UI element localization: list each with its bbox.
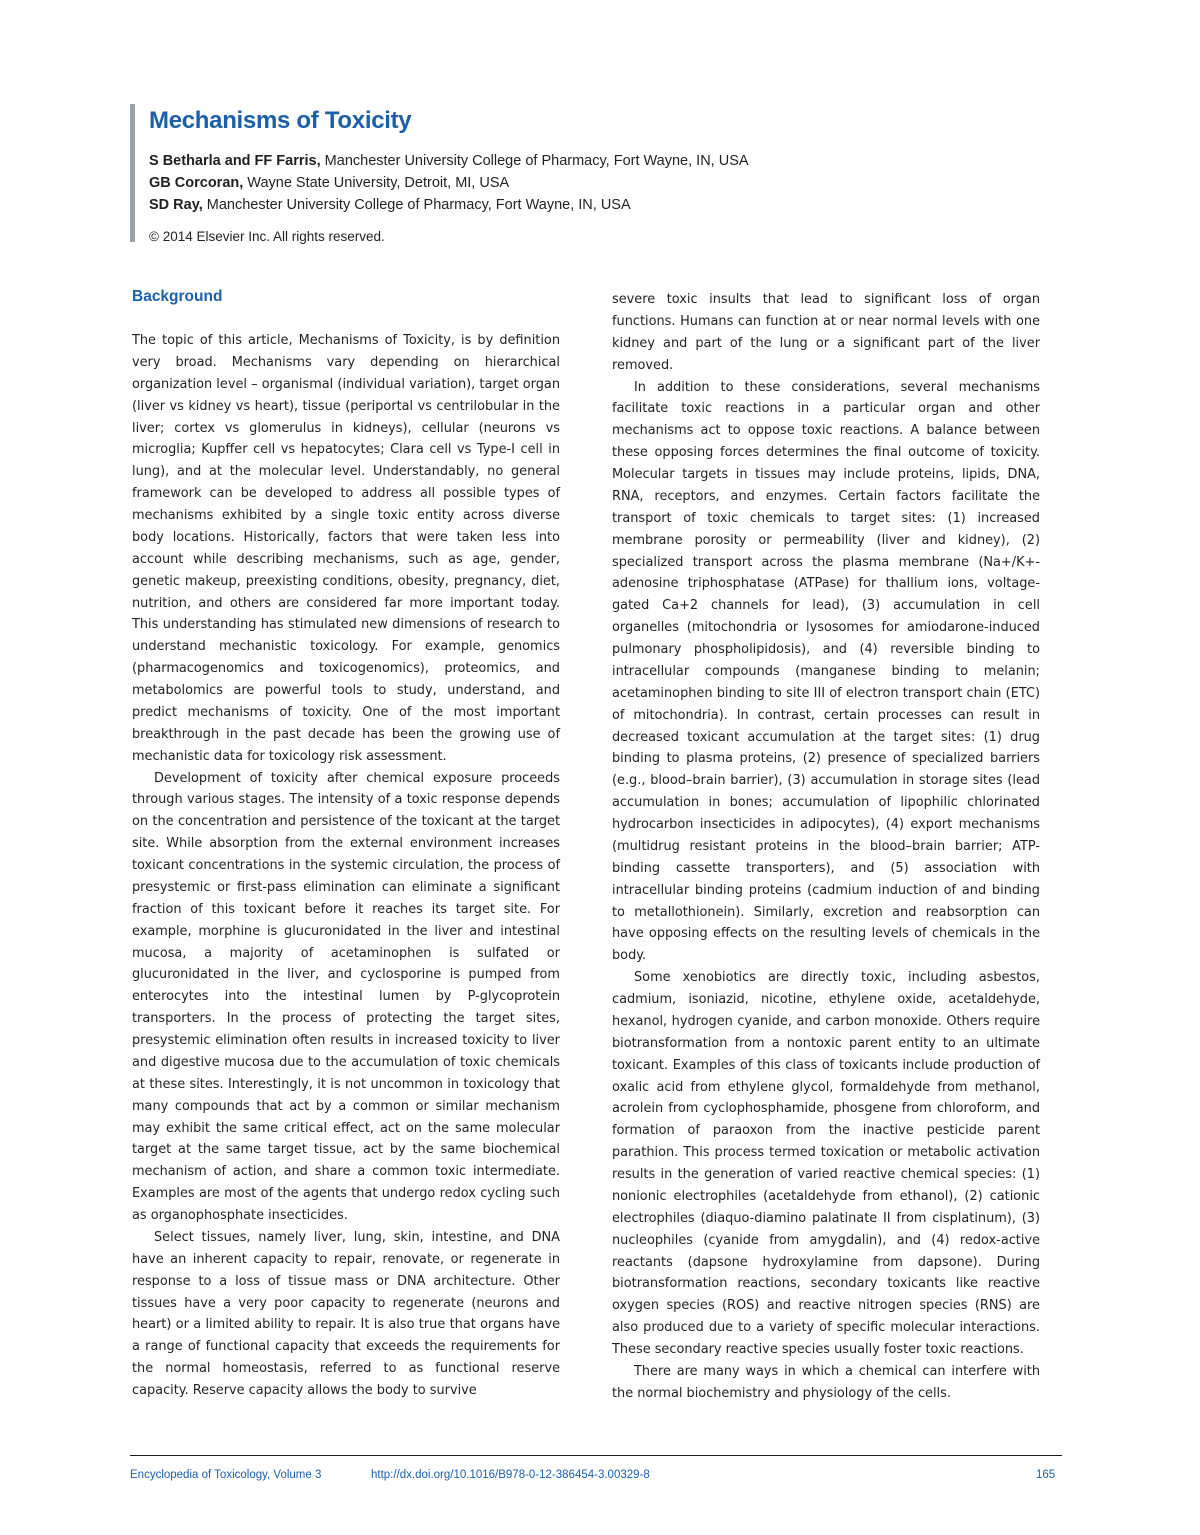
article-title: Mechanisms of Toxicity bbox=[149, 107, 412, 134]
footer-page-number: 165 bbox=[1036, 1469, 1056, 1481]
left-column bbox=[132, 287, 560, 1402]
header-accent-bar bbox=[130, 104, 135, 242]
body-paragraph: The topic of this article, Mechanisms of Toxicity, is by definition very broad. Mechanisms vary depending on hierarchical organization level – organismal (individual variation), target organ (liver vs kidney vs heart), tissue (periportal vs centrilobular in the liver; cortex vs glomerulus in kidneys), cellular (neurons vs microglia; Kupffer cell vs hepatocytes; Clara cell vs Type-I cell in lung), and at the molecular level. Understandably, no general framework can be developed to address all possible types of mechanisms exhibited by a single toxic entity across diverse body locations. Historically, factors that were taken less into account while describing mechanisms, such as age, gender, genetic makeup, preexisting conditions, obesity, pregnancy, diet, nutrition, and others are considered far more important today. This understanding has stimulated new dimensions of research to understand mechanistic toxicology. For example, genomics (pharmacogenomics and toxicogenomics), proteomics, and metabolomics are powerful tools to study, understand, and predict mechanisms of toxicity. One of the most important breakthrough in the past decade has been the growing use of mechanistic data for toxicology risk assessment. bbox=[132, 333, 560, 764]
copyright-notice: © 2014 Elsevier Inc. All rights reserved. bbox=[149, 229, 385, 244]
author-names: GB Corcoran, bbox=[149, 175, 244, 191]
right-column bbox=[612, 289, 1040, 1405]
author-line bbox=[149, 151, 749, 171]
body-paragraph: In addition to these considerations, several mechanisms facilitate toxic reactions in a particular organ and other mechanisms act to oppose toxic reactions. A balance between these opposing forces determines the final outcome of toxicity. Molecular targets in tissues may include proteins, lipids, DNA, RNA, receptors, and enzymes. Certain factors facilitate the transport of toxic chemicals to target sites: (1) increased membrane porosity or permeability (liver and kidney), (2) specialized transport across the plasma membrane (Na+/K+-adenosine triphosphatase (ATPase) for thallium ions, voltage-gated Ca+2 channels for lead), (3) accumulation in cell organelles (mitochondria or lysosomes for amiodarone-induced pulmonary phospholipidosis), and (4) reversible binding to intracellular compounds (manganese binding to melanin; acetaminophen binding to site III of electron transport chain (ETC) of mitochondria). In contrast, certain processes can result in decreased toxicant accumulation at the target sites: (1) drug binding to plasma proteins, (2) presence of specialized barriers (e.g., blood–brain barrier), (3) accumulation in storage sites (lead accumulation in bones; accumulation of lipophilic chlorinated hydrocarbon insecticides in adipocytes), (4) export mechanisms (multidrug resistant proteins in the blood–brain barrier; ATP-binding cassette transporters), and (5) association with intracellular binding proteins (cadmium induction of and binding to metallothionein). Similarly, excretion and reabsorption can have opposing effects on the resulting levels of chemicals in the body. bbox=[612, 379, 1040, 964]
footer-doi-link[interactable]: http://dx.doi.org/10.1016/B978-0-12-386454-3.00329-8 bbox=[371, 1469, 650, 1481]
author-affiliation: Manchester University College of Pharmacy, Fort Wayne, IN, USA bbox=[324, 153, 749, 169]
article-header bbox=[130, 104, 1070, 242]
body-paragraph: There are many ways in which a chemical can interfere with the normal biochemistry and physiology of the cells. bbox=[612, 1363, 1040, 1401]
body-paragraph: Select tissues, namely liver, lung, skin, intestine, and DNA have an inherent capacity to repair, renovate, or regenerate in response to a loss of tissue mass or DNA architecture. Other tissues have a very poor capacity to regenerate (neurons and heart) or a limited ability to repair. It is also true that organs have a range of functional capacity that exceeds the requirements for the normal homeostasis, referred to as functional reserve capacity. Reserve capacity allows the body to survive bbox=[132, 1229, 560, 1398]
author-line bbox=[149, 173, 509, 193]
author-line bbox=[149, 195, 631, 215]
body-paragraph: Some xenobiotics are directly toxic, including asbestos, cadmium, isoniazid, nicotine, ethylene oxide, acetaldehyde, hexanol, hydrogen cyanide, and carbon monoxide. Others require biotransformation from a nontoxic parent entity to an ultimate toxicant. Examples of this class of toxicants include production of oxalic acid from ethylene glycol, formaldehyde from methanol, acrolein from cyclophosphamide, phosgene from chloroform, and formation of paraoxon from the inactive pesticide parent parathion. This process termed toxication or metabolic activation results in the generation of varied reactive chemical species: (1) nonionic electrophiles (acetaldehyde from ethanol), (2) cationic electrophiles (diaquo-diamino palatinate II from cisplatinum), (3) nucleophiles (cyanide from amygdalin), and (4) redox-active reactants (dapsone hydroxylamine from dapsone). During biotransformation reactions, secondary toxicants like reactive oxygen species (ROS) and reactive nitrogen species (RNS) are also produced due to a variety of specific molecular interactions. These secondary reactive species usually foster toxic reactions. bbox=[612, 970, 1040, 1357]
footer-divider bbox=[130, 1455, 1062, 1456]
author-names: SD Ray, bbox=[149, 197, 203, 213]
author-names: S Betharla and FF Farris, bbox=[149, 153, 321, 169]
section-heading: Background bbox=[132, 288, 223, 305]
body-paragraph: severe toxic insults that lead to significant loss of organ functions. Humans can function at or near normal levels with one kidney and part of the lung or a significant part of the liver removed. bbox=[612, 292, 1040, 373]
author-affiliation: Wayne State University, Detroit, MI, USA bbox=[247, 175, 510, 191]
author-affiliation: Manchester University College of Pharmacy, Fort Wayne, IN, USA bbox=[206, 197, 631, 213]
body-paragraph: Development of toxicity after chemical exposure proceeds through various stages. The intensity of a toxic response depends on the concentration and persistence of the toxicant at the target site. While absorption from the external environment increases toxicant concentrations in the systemic circulation, the process of presystemic or first-pass elimination can eliminate a significant fraction of this toxicant before it reaches its target site. For example, morphine is glucuronidated in the liver and intestinal mucosa, a majority of acetaminophen is sulfated or glucuronidated in the liver, and cyclosporine is pumped from enterocytes into the intestinal lumen by P-glycoprotein transporters. In the process of protecting the target sites, presystemic elimination often results in increased toxicity to liver and digestive mucosa due to the accumulation of toxic chemicals at these sites. Interestingly, it is not uncommon in toxicology that many compounds that act by a common or similar mechanism may exhibit the same critical effect, act on the same molecular target at the same target tissue, act by the same biochemical mechanism of action, and share a common toxic intermediate. Examples are most of the agents that undergo redox cycling such as organophosphate insecticides. bbox=[132, 770, 560, 1223]
footer-journal-name: Encyclopedia of Toxicology, Volume 3 bbox=[130, 1469, 322, 1481]
